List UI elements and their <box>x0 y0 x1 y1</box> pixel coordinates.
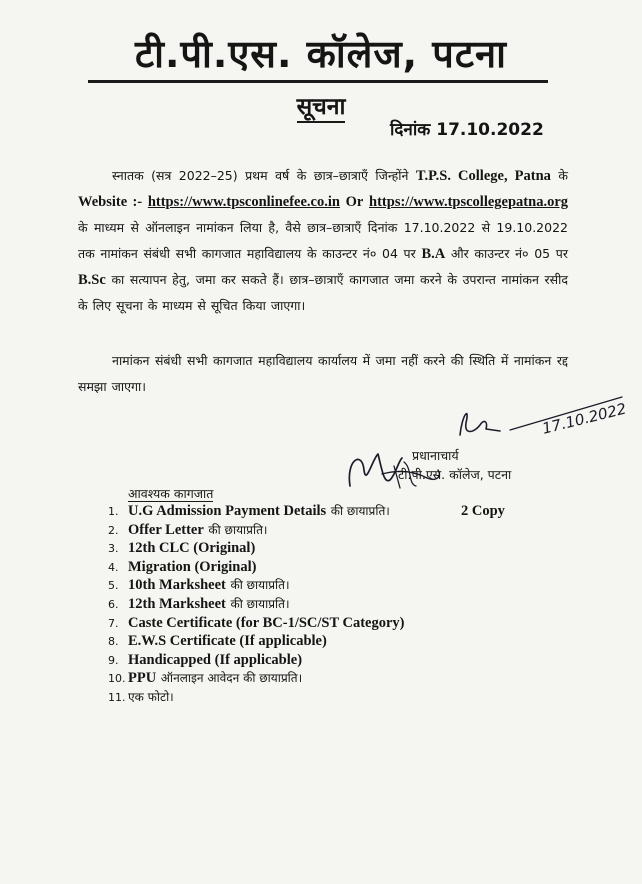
item-note: की छायाप्रति। <box>208 522 268 537</box>
item-number: 9. <box>108 653 119 667</box>
or-text: Or <box>345 194 364 210</box>
paragraph-admission <box>78 163 568 319</box>
documents-heading-text: आवश्यक कागजात <box>128 486 214 501</box>
p1-text-b: के <box>558 168 568 183</box>
list-item <box>108 651 568 670</box>
list-item <box>108 614 568 633</box>
list-item <box>108 539 568 558</box>
handwritten-date: 17.10.2022 <box>540 399 629 438</box>
p1-text-a: स्नातक (सत्र 2022–25) प्रथम वर्ष के छात्र–छात्राएँ जिन्होंने <box>112 168 409 183</box>
item-number: 1. <box>108 505 119 518</box>
item-number: 3. <box>108 542 119 556</box>
list-item <box>108 688 568 707</box>
item-name: Migration (Original) <box>128 558 257 575</box>
principal-college: टी.पी.एस. कॉलेज, पटना <box>398 467 512 482</box>
item-name: Offer Letter <box>128 521 204 538</box>
documents-heading <box>128 485 213 503</box>
item-note: की छायाप्रति। <box>230 578 290 593</box>
list-item <box>108 502 568 521</box>
item-number: 4. <box>108 560 119 574</box>
item-name: 12th CLC (Original) <box>128 540 256 557</box>
item-note: ऑनलाइन आवेदन की छायाप्रति। <box>160 671 303 686</box>
item-number: 8. <box>108 635 119 649</box>
item-number: 11. <box>108 690 126 704</box>
bsc-text: B.Sc <box>78 272 106 288</box>
item-name: 12th Marksheet <box>128 595 226 612</box>
notice-heading <box>0 92 642 122</box>
list-item <box>108 558 568 577</box>
list-item <box>108 576 568 595</box>
ba-text: B.A <box>421 246 446 262</box>
college-title: टी.पी.एस. कॉलेज, पटना <box>135 32 507 76</box>
notice-date: दिनांक 17.10.2022 <box>390 120 544 140</box>
item-name: 10th Marksheet <box>128 577 226 594</box>
item-number: 6. <box>108 597 119 611</box>
item-name: E.W.S Certificate (If applicable) <box>128 633 327 650</box>
item-name: Handicapped (If applicable) <box>128 651 303 668</box>
item-note: की छायाप्रति। <box>230 596 290 611</box>
list-item <box>108 632 568 651</box>
documents-list <box>108 502 568 707</box>
list-item <box>108 521 568 540</box>
item-name: Caste Certificate (for BC-1/SC/ST Category) <box>128 614 405 631</box>
item-note: एक फोटो। <box>128 689 174 704</box>
item-number: 2. <box>108 523 119 537</box>
p1-text-c: के माध्यम से ऑनलाइन नामांकन लिया है, वैसे छात्र–छात्राएँ दिनांक 17.10.2022 से 19.10.2022 तक नामांकन संबंधी सभी कागजात महाविद्यालय के काउन्टर नं० 04 पर <box>78 220 568 261</box>
item-number: 10. <box>108 672 126 686</box>
list-item <box>108 669 568 688</box>
p2-text: नामांकन संबंधी सभी कागजात महाविद्यालय कार्यालय में जमा नहीं करने की स्थिति में नामांकन रद्द समझा जाएगा। <box>78 353 568 394</box>
item-name: U.G Admission Payment Details <box>128 503 327 519</box>
website-label: Website :- <box>78 194 143 210</box>
list-item <box>108 595 568 614</box>
item-number: 5. <box>108 579 119 593</box>
p1-text-d: और काउन्टर नं० 05 पर <box>450 246 568 261</box>
college-name-text: T.P.S. College, Patna <box>415 168 551 184</box>
p1-text-e: का सत्यापन हेतु, जमा कर सकते हैं। छात्र–छात्राएँ कागजात जमा करने के उपरान्त नामांकन रसीद के लिए सूचना के माध्यम से सूचित किया जाएगा। <box>78 272 568 313</box>
item-name: PPU <box>128 670 157 687</box>
item-note: की छायाप्रति। <box>330 504 390 518</box>
item-copies: 2 Copy <box>461 503 505 519</box>
item-number: 7. <box>108 616 119 630</box>
website-link-college[interactable]: https://www.tpscollegepatna.org <box>369 194 569 210</box>
notice-label: सूचना <box>297 94 346 123</box>
principal-title: प्रधानाचार्य <box>412 448 459 463</box>
website-link-fee[interactable]: https://www.tpsconlinefee.co.in <box>147 194 340 210</box>
title-underline <box>88 80 548 83</box>
